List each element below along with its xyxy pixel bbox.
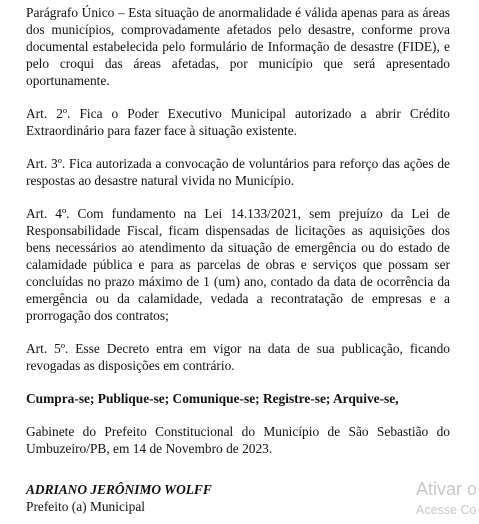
closing-formula: Cumpra-se; Publique-se; Comunique-se; Registre-se; Arquive-se, [26, 391, 399, 406]
watermark-title: Ativar o [416, 479, 478, 499]
article-3: Art. 3º. Fica autorizada a convocação de voluntários para reforço das ações de respostas ao desastre natural vivida no Município. [26, 156, 450, 188]
signature-block [26, 481, 450, 515]
article-2: Art. 2º. Fica o Poder Executivo Municipal autorizado a abrir Crédito Extraordinário para fazer face à situação existente. [26, 106, 450, 138]
watermark-subtitle: Acesse Co [416, 503, 477, 517]
paragrafo-unico: Parágrafo Único – Esta situação de anormalidade é válida apenas para as áreas dos municípios, comprovadamente afetados pelo desastre, conforme prova documental estabelecida pelo formulário de Informação de desastre (FIDE), e pelo croqui das áreas afetadas, por município que será apresentado oportunamente. [26, 5, 450, 88]
article-4: Art. 4º. Com fundamento na Lei 14.133/2021, sem prejuízo da Lei de Responsabilidade Fiscal, ficam dispensadas de licitações as aquisições dos bens necessários ao atendimento da situação de emergência ou do estado de calamidade pública e para as parcelas de obras e serviços que possam ser concluídas no prazo máximo de 1 (um) ano, contado da data de ocorrência da emergência ou da calamidade, vedada a recontratação de empresas e a prorrogação dos contratos; [26, 206, 450, 323]
windows-activation-watermark [416, 478, 477, 518]
article-5: Art. 5º. Esse Decreto entra em vigor na data de sua publicação, ficando revogadas as disposições em contrário. [26, 341, 450, 373]
location-date: Gabinete do Prefeito Constitucional do Município de São Sebastião do Umbuzeiro/PB, em 14 de Novembro de 2023. [26, 424, 450, 456]
signatory-role: Prefeito (a) Municipal [26, 499, 145, 514]
signatory-name: ADRIANO JERÔNIMO WOLFF [26, 482, 212, 497]
decree-document [26, 4, 450, 515]
